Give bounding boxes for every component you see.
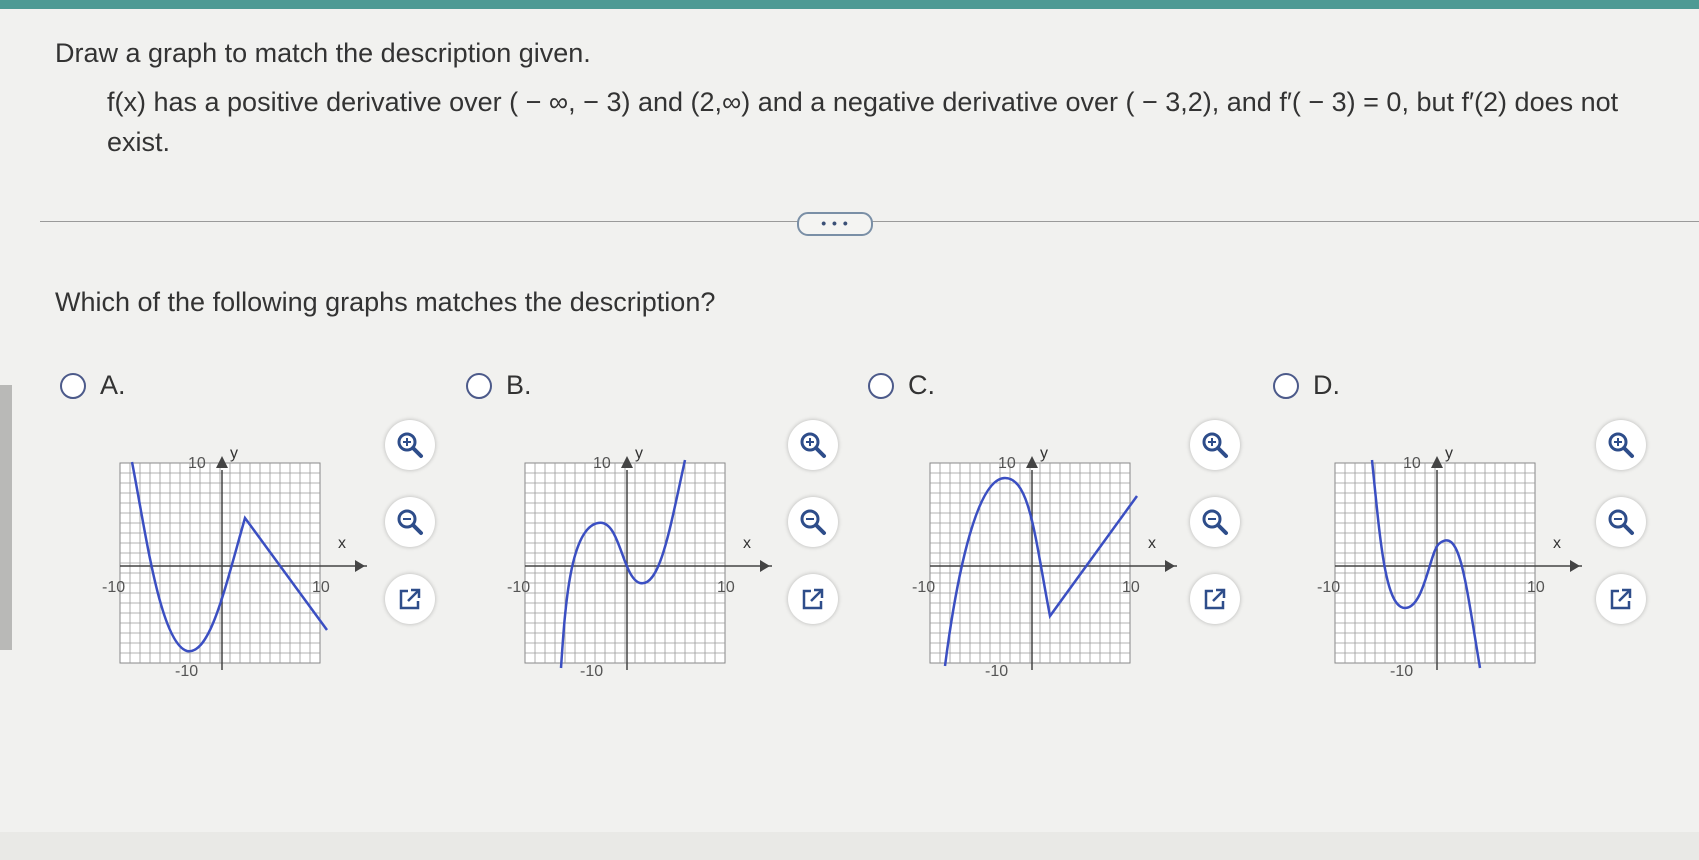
zoom-out-icon — [1606, 507, 1636, 537]
more-button[interactable]: • • • — [797, 212, 873, 236]
problem-description: f(x) has a positive derivative over ( − ∞, − 3) and (2,∞) and a negative derivative over ( − 3,2), and f′( − 3) = 0, but f′(2) does not exist. — [107, 87, 1619, 157]
y-axis-label: y — [635, 445, 643, 462]
top-accent-bar — [0, 0, 1699, 9]
x-tick-left: -10 — [1317, 579, 1341, 596]
y-axis-label: y — [1445, 445, 1453, 462]
graph-d — [1317, 418, 1580, 688]
x-tick-left: -10 — [507, 579, 531, 596]
instruction-text: Draw a graph to match the description given. — [55, 38, 591, 68]
graph-c — [912, 418, 1175, 688]
zoom-in-icon — [1200, 430, 1230, 460]
x-tick-right: 10 — [717, 579, 735, 596]
zoom-in-icon — [1606, 430, 1636, 460]
grid — [930, 463, 1130, 663]
zoom-out-button-a[interactable] — [385, 497, 435, 547]
option-c-label: C. — [908, 370, 935, 400]
y-tick-bottom: -10 — [580, 663, 604, 680]
x-axis-label: x — [1148, 535, 1156, 552]
radio-d[interactable] — [1273, 373, 1299, 399]
y-tick-top: 10 — [593, 455, 611, 472]
zoom-in-icon — [395, 430, 425, 460]
y-axis-label: y — [230, 445, 238, 462]
radio-a[interactable] — [60, 373, 86, 399]
popout-button-b[interactable] — [788, 574, 838, 624]
graph-b — [507, 418, 770, 688]
bottom-band — [0, 832, 1699, 860]
y-tick-top: 10 — [998, 455, 1016, 472]
x-tick-right: 10 — [1527, 579, 1545, 596]
zoom-out-icon — [798, 507, 828, 537]
y-tick-bottom: -10 — [985, 663, 1009, 680]
zoom-in-button-a[interactable] — [385, 420, 435, 470]
popout-icon — [1608, 586, 1634, 612]
y-tick-top: 10 — [1403, 455, 1421, 472]
y-tick-bottom: -10 — [175, 663, 199, 680]
y-axis-label: y — [1040, 445, 1048, 462]
x-tick-right: 10 — [312, 579, 330, 596]
option-b-label: B. — [506, 370, 532, 400]
option-a-label: A. — [100, 370, 126, 400]
x-axis-label: x — [743, 535, 751, 552]
zoom-in-button-b[interactable] — [788, 420, 838, 470]
radio-b[interactable] — [466, 373, 492, 399]
left-edge — [0, 385, 12, 650]
popout-button-d[interactable] — [1596, 574, 1646, 624]
y-tick-bottom: -10 — [1390, 663, 1414, 680]
zoom-out-icon — [1200, 507, 1230, 537]
x-tick-left: -10 — [912, 579, 936, 596]
x-tick-right: 10 — [1122, 579, 1140, 596]
option-d[interactable] — [1273, 370, 1340, 401]
radio-c[interactable] — [868, 373, 894, 399]
option-d-label: D. — [1313, 370, 1340, 400]
zoom-out-button-c[interactable] — [1190, 497, 1240, 547]
x-tick-left: -10 — [102, 579, 126, 596]
y-tick-top: 10 — [188, 455, 206, 472]
x-axis-label: x — [338, 535, 346, 552]
zoom-in-button-c[interactable] — [1190, 420, 1240, 470]
popout-button-c[interactable] — [1190, 574, 1240, 624]
popout-icon — [800, 586, 826, 612]
question-text: Which of the following graphs matches the description? — [55, 287, 716, 317]
zoom-out-button-d[interactable] — [1596, 497, 1646, 547]
option-c[interactable] — [868, 370, 935, 401]
x-axis-label: x — [1553, 535, 1561, 552]
option-a[interactable] — [60, 370, 126, 401]
popout-icon — [397, 586, 423, 612]
option-b[interactable] — [466, 370, 532, 401]
popout-icon — [1202, 586, 1228, 612]
popout-button-a[interactable] — [385, 574, 435, 624]
zoom-in-icon — [798, 430, 828, 460]
zoom-out-button-b[interactable] — [788, 497, 838, 547]
grid — [1335, 463, 1535, 663]
zoom-out-icon — [395, 507, 425, 537]
graph-a — [102, 418, 365, 688]
zoom-in-button-d[interactable] — [1596, 420, 1646, 470]
